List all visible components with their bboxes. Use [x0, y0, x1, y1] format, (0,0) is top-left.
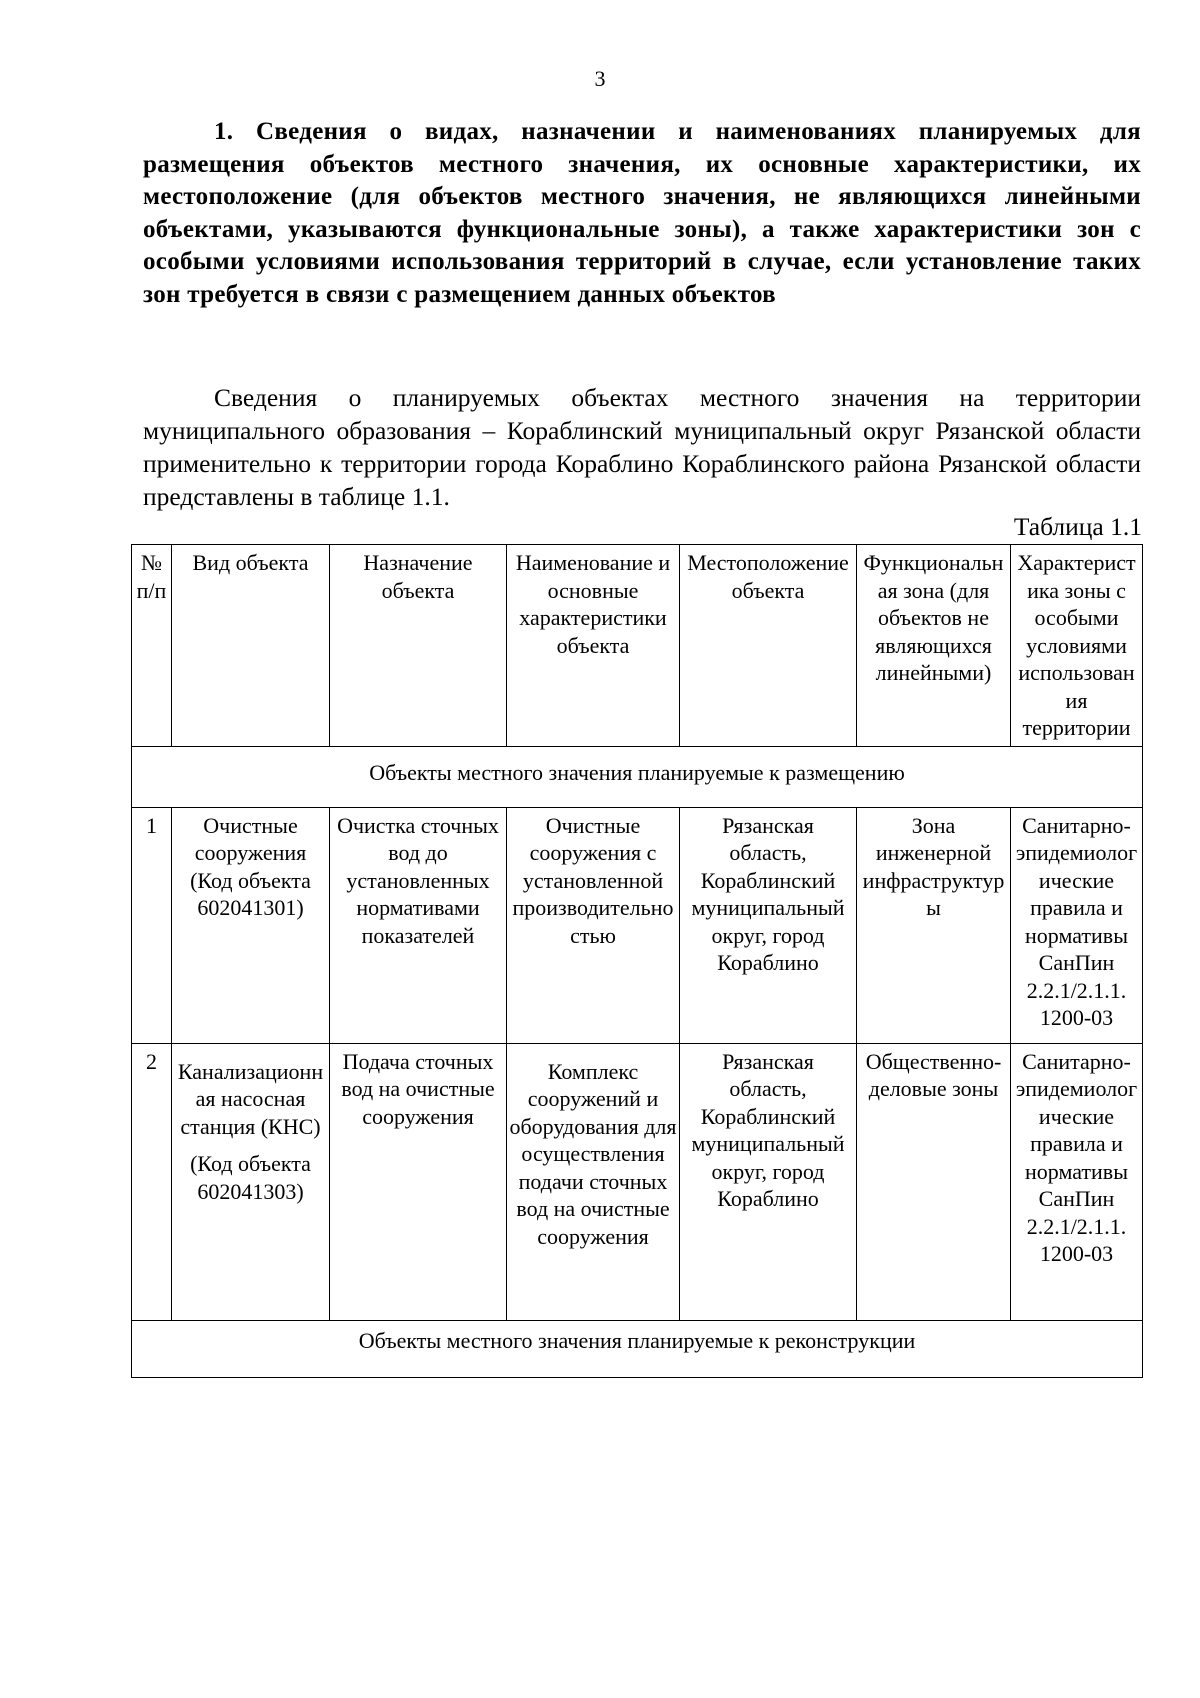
table-header-row	[132, 545, 1143, 747]
object-code: (Код объекта 602041303)	[190, 1151, 311, 1204]
objects-table	[131, 544, 1143, 1378]
cell-type	[172, 807, 330, 1043]
intro-paragraph: Сведения о планируемых объектах местного значения на территории муниципального образования – Кораблинский муниципальный округ Рязанской области применительно к территории города Кораблино Кораблинского района Рязанской области представлены в таблице 1.1.	[143, 383, 1141, 511]
cell-number: 2	[132, 1043, 172, 1320]
section-row-reconstruction	[132, 1320, 1143, 1377]
object-type: Очистные сооружения	[194, 812, 307, 865]
cell-location: Рязанская область, Кораблинский муниципальный округ, город Кораблино	[680, 1043, 857, 1320]
header-cell-purpose: Назначение объекта	[330, 545, 507, 747]
cell-location: Рязанская область, Кораблинский муниципальный округ, город Кораблино	[680, 807, 857, 1043]
cell-name: Очистные сооружения с установленной производительностью	[507, 807, 680, 1043]
table-row	[132, 807, 1143, 1043]
table-caption: Таблица 1.1	[1013, 512, 1142, 541]
header-cell-location: Местоположение объекта	[680, 545, 857, 747]
page-number: 3	[594, 66, 606, 91]
cell-name: Комплекс сооружений и оборудования для осуществления подачи сточных вод на очистные сооружения	[507, 1043, 680, 1320]
cell-special: Санитарно-эпидемиологические правила и нормативы СанПин 2.2.1/2.1.1. 1200-03	[1011, 1043, 1143, 1320]
cell-purpose: Подача сточных вод на очистные сооружения	[330, 1043, 507, 1320]
header-cell-type: Вид объекта	[172, 545, 330, 747]
table-row	[132, 1043, 1143, 1320]
object-type: Канализационная насосная станция (КНС)	[177, 1058, 324, 1139]
cell-zone: Общественно-деловые зоны	[857, 1043, 1011, 1320]
cell-type	[172, 1043, 330, 1320]
object-code: (Код объекта 602041301)	[190, 867, 311, 920]
header-cell-zone: Функциональная зона (для объектов не являющихся линейными)	[857, 545, 1011, 747]
header-cell-name: Наименование и основные характеристики объекта	[507, 545, 680, 747]
cell-special: Санитарно-эпидемиологические правила и нормативы СанПин 2.2.1/2.1.1. 1200-03	[1011, 807, 1143, 1043]
header-cell-number: № п/п	[132, 545, 172, 747]
cell-purpose: Очистка сточных вод до установленных нормативами показателей	[330, 807, 507, 1043]
section-label-reconstruction: Объекты местного значения планируемые к реконструкции	[132, 1320, 1143, 1377]
section-row-planned	[132, 747, 1143, 808]
section-label-planned: Объекты местного значения планируемые к размещению	[132, 747, 1143, 808]
header-cell-special: Характеристика зоны с особыми условиями использования территории	[1011, 545, 1143, 747]
cell-zone: Зона инженерной инфраструктуры	[857, 807, 1011, 1043]
section-heading: 1. Сведения о видах, назначении и наименованиях планируемых для размещения объектов местного значения, их основные характеристики, их местоположение (для объектов местного значения, не являющихся линейными объектами, указываются функциональные зоны), а также характеристики зон с особыми условиями использования территорий в случае, если установление таких зон требуется в связи с размещением данных объектов	[143, 118, 1141, 308]
cell-number: 1	[132, 807, 172, 1043]
